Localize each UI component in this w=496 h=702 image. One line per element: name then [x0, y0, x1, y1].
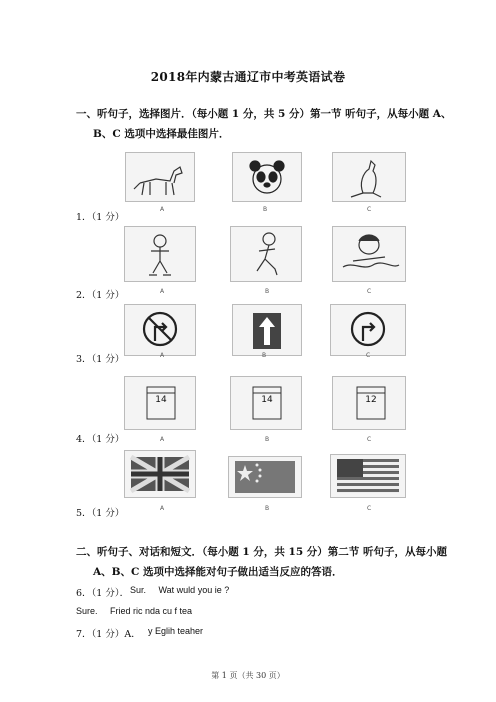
china-flag-image[interactable]	[228, 456, 302, 498]
question-5-label: 5．（1 分）	[76, 508, 125, 519]
question-2-option-c: C	[367, 288, 372, 295]
question-6-label: 6．（1 分）．	[76, 588, 130, 599]
section-two-heading-line2: A、B、C 选项中选择能对句子做出适当反应的答语．	[93, 566, 343, 578]
question-7-option-a-text: y Eglih teaher	[148, 626, 204, 636]
go-straight-sign-image[interactable]	[232, 304, 302, 356]
question-5-option-a: A	[160, 505, 165, 512]
calendar-c-number: 12	[365, 395, 377, 405]
kangaroo-drawing-image[interactable]	[332, 152, 406, 202]
section-one-heading-line1: 一、听句子，选择图片．（每小题 1 分，共 5 分）第一节 听句子，从每小题 A、	[76, 108, 452, 120]
calendar-a-image[interactable]	[124, 376, 196, 430]
question-1-option-a: A	[160, 206, 165, 213]
question-5-option-b: B	[265, 505, 270, 512]
girl-swimming-drawing-image[interactable]	[332, 226, 406, 282]
question-3-option-c: C	[366, 352, 371, 359]
question-3-option-a: A	[160, 352, 165, 359]
usa-flag-image[interactable]	[330, 454, 406, 498]
calendar-a-number: 14	[155, 395, 167, 405]
question-2-label: 2．（1 分）	[76, 290, 125, 301]
panda-drawing-image[interactable]	[232, 152, 302, 202]
section-one-heading-line2: B、C 选项中选择最佳图片．	[93, 128, 230, 140]
question-3-option-b: B	[262, 352, 267, 359]
question-4-option-b: B	[265, 436, 270, 443]
question-4-option-a: A	[160, 436, 165, 443]
page-footer: 第 1 页（共 30 页）	[211, 671, 285, 680]
calendar-c-image[interactable]	[332, 376, 406, 430]
no-right-turn-sign-image[interactable]	[124, 304, 196, 356]
girl-skating-drawing-image[interactable]	[124, 226, 196, 282]
question-3-label: 3．（1 分）	[76, 354, 125, 365]
question-1-option-c: C	[367, 206, 372, 213]
horse-drawing-image[interactable]	[125, 152, 195, 202]
question-6-answer-line: Sure. Fried ric nda cu f tea	[76, 606, 193, 616]
page-title: 2018年内蒙古通辽市中考英语试卷	[150, 70, 346, 84]
section-two-heading-line1: 二、听句子、对话和短文．（每小题 1 分，共 15 分）第二节 听句子，从每小题	[76, 546, 447, 558]
calendar-b-number: 14	[261, 395, 273, 405]
question-5-option-c: C	[367, 505, 372, 512]
calendar-b-image[interactable]	[230, 376, 302, 430]
question-2-option-a: A	[160, 288, 165, 295]
uk-flag-image[interactable]	[124, 450, 196, 498]
question-1-option-b: B	[263, 206, 268, 213]
question-1-label: 1．（1 分）	[76, 212, 125, 223]
question-4-option-c: C	[367, 436, 372, 443]
question-6-text: Sur. Wat wuld you ie ?	[130, 585, 230, 595]
question-4-label: 4．（1 分）	[76, 434, 125, 445]
turn-right-sign-image[interactable]	[330, 304, 406, 356]
question-2-option-b: B	[265, 288, 270, 295]
boy-running-drawing-image[interactable]	[230, 226, 302, 282]
question-7-label: 7．（1 分）A．	[76, 629, 141, 640]
